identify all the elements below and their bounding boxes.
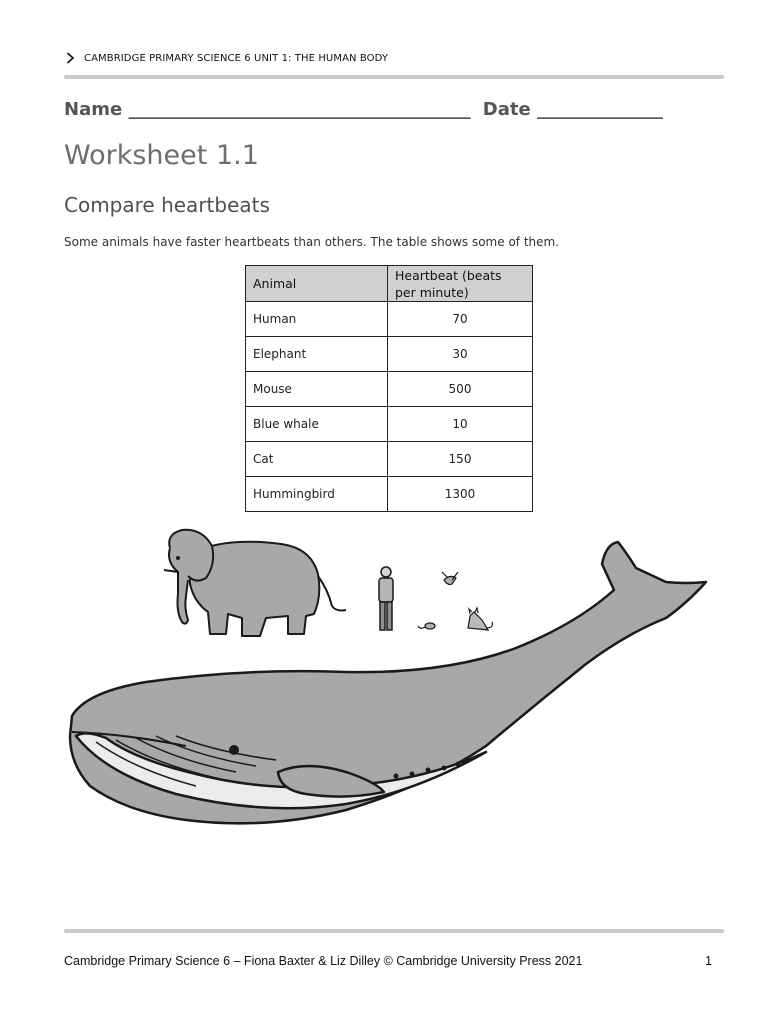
animal-cell: Blue whale xyxy=(246,407,388,442)
name-blank[interactable]: ______________________________________ xyxy=(128,99,471,120)
footer-rule xyxy=(64,929,724,933)
header-rule xyxy=(64,75,724,79)
table-row xyxy=(246,442,533,477)
heartbeat-cell: 30 xyxy=(388,337,533,372)
table-row xyxy=(246,337,533,372)
heartbeat-cell: 500 xyxy=(388,372,533,407)
worksheet-subtitle: Compare heartbeats xyxy=(64,193,270,217)
table-row xyxy=(246,302,533,337)
animal-cell: Hummingbird xyxy=(246,477,388,512)
heartbeat-cell: 1300 xyxy=(388,477,533,512)
name-label: Name xyxy=(64,99,123,120)
heartbeat-table xyxy=(245,265,533,512)
date-label: Date xyxy=(482,99,531,120)
running-title: CAMBRIDGE PRIMARY SCIENCE 6 UNIT 1: THE HUMAN BODY xyxy=(84,52,389,64)
animal-cell: Cat xyxy=(246,442,388,477)
hummingbird-illustration xyxy=(442,572,458,585)
mouse-illustration xyxy=(418,623,435,629)
elephant-illustration xyxy=(164,530,346,636)
table-row xyxy=(246,407,533,442)
column-header-heartbeat: Heartbeat (beats per minute) xyxy=(388,266,533,302)
table-row xyxy=(246,477,533,512)
cat-illustration xyxy=(468,608,492,630)
running-header xyxy=(66,52,388,64)
column-header-animal: Animal xyxy=(246,266,388,302)
table-row xyxy=(246,372,533,407)
animal-cell: Elephant xyxy=(246,337,388,372)
animal-cell: Human xyxy=(246,302,388,337)
animal-cell: Mouse xyxy=(246,372,388,407)
intro-text: Some animals have faster heartbeats than others. The table shows some of them. xyxy=(64,235,560,249)
heartbeat-cell: 150 xyxy=(388,442,533,477)
footer-credit: Cambridge Primary Science 6 – Fiona Baxter & Liz Dilley © Cambridge University Press 2021 xyxy=(64,954,583,968)
date-blank[interactable]: ______________ xyxy=(536,99,663,120)
name-date-line xyxy=(64,99,663,120)
page-number: 1 xyxy=(705,954,712,968)
animals-illustration xyxy=(66,524,708,842)
heartbeat-cell: 70 xyxy=(388,302,533,337)
table-header-row xyxy=(246,266,533,302)
human-illustration xyxy=(379,567,393,630)
heartbeat-cell: 10 xyxy=(388,407,533,442)
chevron-right-icon xyxy=(66,52,75,64)
worksheet-title: Worksheet 1.1 xyxy=(64,140,259,171)
